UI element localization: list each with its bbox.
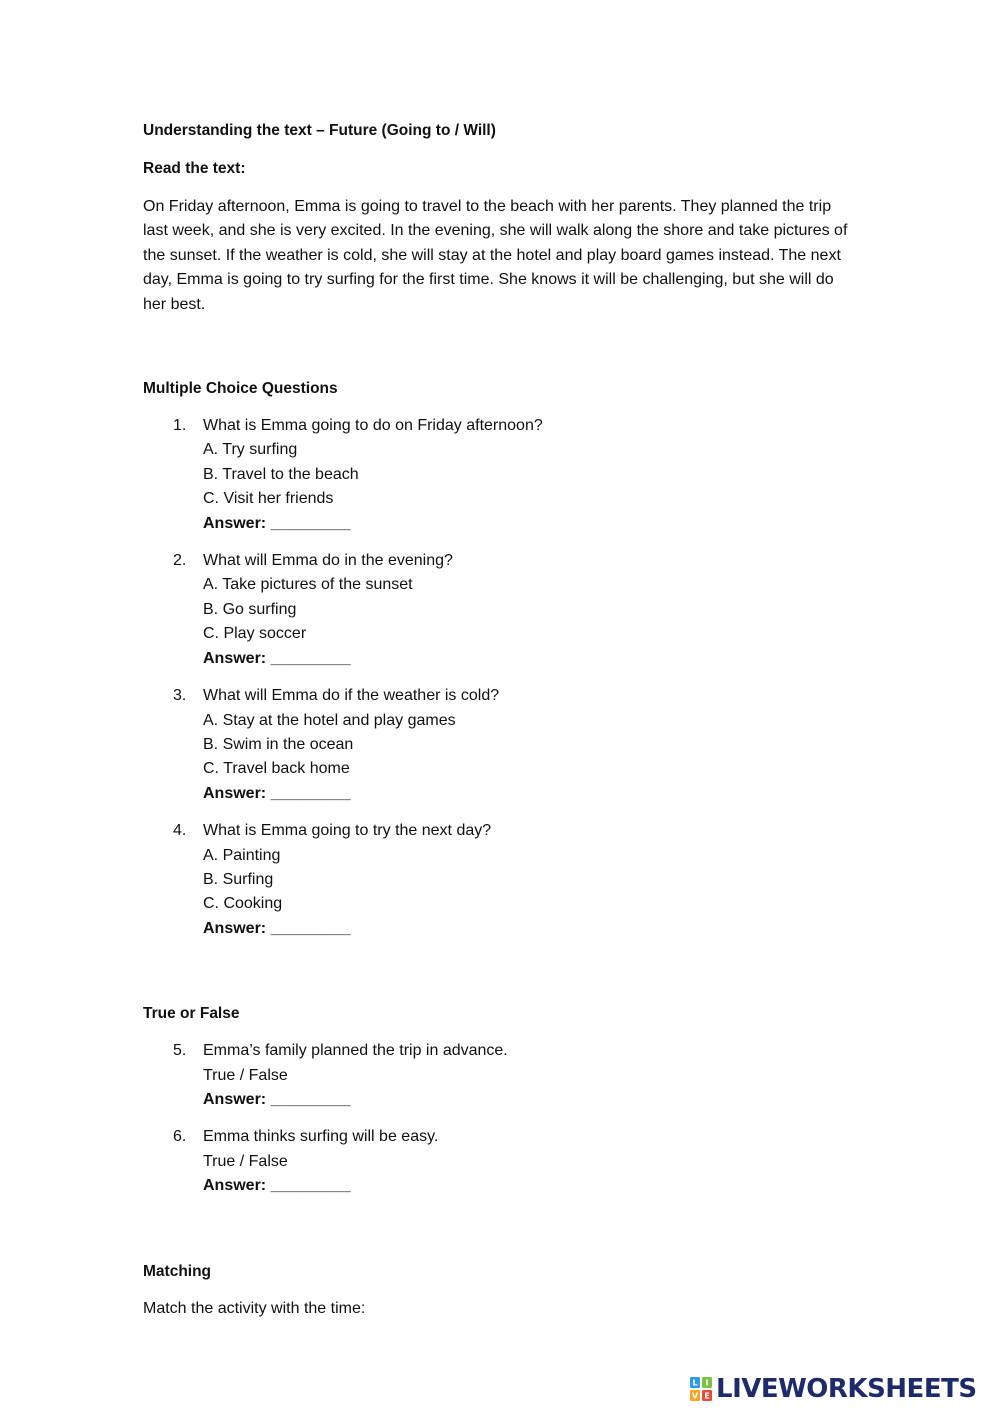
true-false-choices: True / False xyxy=(203,1152,288,1170)
question-number: 5. xyxy=(173,1042,187,1060)
read-text-label: Read the text: xyxy=(143,160,246,177)
question-number: 2. xyxy=(173,552,187,570)
option-c: C. Cooking xyxy=(203,895,283,913)
question-text: What is Emma going to try the next day? xyxy=(203,822,492,840)
matching-heading: Matching xyxy=(143,1262,212,1280)
answer-blank[interactable]: Answer: _________ xyxy=(203,784,351,802)
answer-blank[interactable]: Answer: _________ xyxy=(203,919,351,937)
answer-blank[interactable]: Answer: _________ xyxy=(203,1177,351,1195)
option-c: C. Travel back home xyxy=(203,760,350,778)
statement-text: Emma’s family planned the trip in advance. xyxy=(203,1042,508,1060)
option-a: A. Try surfing xyxy=(203,441,298,459)
mcq-question-2 xyxy=(143,549,855,671)
true-false-list xyxy=(143,1039,855,1198)
option-c: C. Visit her friends xyxy=(203,490,334,508)
answer-blank[interactable]: Answer: _________ xyxy=(203,514,351,532)
liveworksheets-wordmark: LIVEWORKSHEETS xyxy=(716,1374,977,1404)
mcq-question-4 xyxy=(143,819,855,941)
matching-instruction: Match the activity with the time: xyxy=(143,1299,366,1317)
svg-text:L: L xyxy=(692,1378,698,1388)
option-b: B. Surfing xyxy=(203,870,274,888)
mcq-list xyxy=(143,414,855,941)
section-spacer xyxy=(143,1212,855,1260)
svg-text:I: I xyxy=(705,1378,709,1388)
question-number: 3. xyxy=(173,687,187,705)
question-text: What will Emma do if the weather is cold? xyxy=(203,687,500,705)
worksheet-page xyxy=(143,119,855,1337)
answer-blank[interactable]: Answer: _________ xyxy=(203,1090,351,1108)
section-spacer xyxy=(143,954,855,1002)
true-false-heading: True or False xyxy=(143,1005,240,1023)
question-number: 4. xyxy=(173,822,187,840)
liveworksheets-brand xyxy=(690,1374,977,1404)
option-a: A. Painting xyxy=(203,846,281,864)
question-number: 6. xyxy=(173,1128,187,1146)
question-text: What will Emma do in the evening? xyxy=(203,552,453,570)
question-number: 1. xyxy=(173,417,187,435)
option-a: A. Take pictures of the sunset xyxy=(203,576,413,594)
option-b: B. Swim in the ocean xyxy=(203,735,354,753)
worksheet-title: Understanding the text – Future (Going to / Will) xyxy=(143,122,496,139)
answer-blank[interactable]: Answer: _________ xyxy=(203,649,351,667)
true-false-choices: True / False xyxy=(203,1066,288,1084)
mcq-heading: Multiple Choice Questions xyxy=(143,380,338,398)
option-c: C. Play soccer xyxy=(203,625,307,643)
liveworksheets-logo-icon xyxy=(690,1377,712,1401)
svg-text:V: V xyxy=(691,1391,699,1401)
option-a: A. Stay at the hotel and play games xyxy=(203,711,456,729)
mcq-question-1 xyxy=(143,414,855,536)
option-b: B. Go surfing xyxy=(203,600,297,618)
question-text: What is Emma going to do on Friday afternoon? xyxy=(203,417,543,435)
option-b: B. Travel to the beach xyxy=(203,465,359,483)
mcq-question-3 xyxy=(143,684,855,806)
statement-text: Emma thinks surfing will be easy. xyxy=(203,1128,439,1146)
reading-passage: On Friday afternoon, Emma is going to travel to the beach with her parents. They planned the trip last week, and she is very excited. In the evening, she will walk along the shore and take pictures of the sunset. If the weather is cold, she will stay at the hotel and play board games instead. The next day, Emma is going to try surfing for the first time. She knows it will be challenging, but she will do her best. xyxy=(143,198,848,313)
svg-text:E: E xyxy=(704,1391,710,1401)
tf-question-6 xyxy=(143,1125,855,1198)
tf-question-5 xyxy=(143,1039,855,1112)
